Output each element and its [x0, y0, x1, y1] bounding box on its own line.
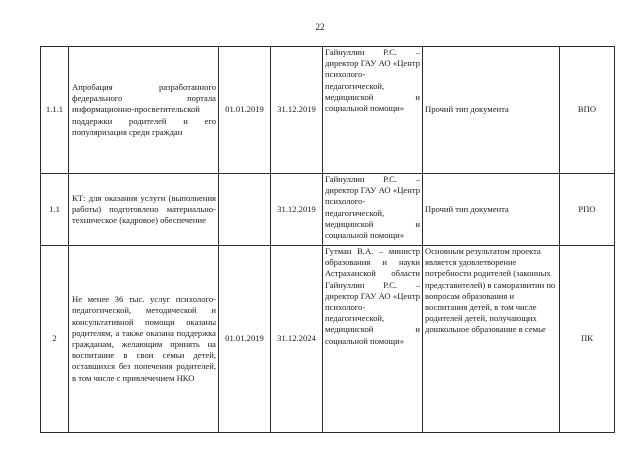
end-date: 31.12.2024	[271, 246, 323, 433]
responsible-person: Гутман В.А. – министр образования и науки Астраханской области Гайнуллин Р.С. – директор ГАУ АО «Центр психолого-педагогической, медицинской и социальной помощи»	[323, 246, 423, 433]
table-row	[41, 174, 615, 246]
start-date: 01.01.2019	[219, 246, 271, 433]
plan-table-container	[40, 46, 614, 432]
end-date: 31.12.2019	[271, 174, 323, 246]
row-number: 1.1	[41, 174, 69, 246]
task-name: КТ: для оказания услуги (выполнения работы) подготовлено материально-техническое (кадровое) обеспечение	[69, 174, 219, 246]
end-date: 31.12.2019	[271, 47, 323, 174]
result-type: Прочий тип документа	[423, 47, 560, 174]
task-name: Апробация разработанного федерального портала информационно-просветительской поддержки родителей и его популяризация среди граждан	[69, 47, 219, 174]
row-number: 1.1.1	[41, 47, 69, 174]
table-row	[41, 246, 615, 433]
page-number: 22	[315, 22, 325, 32]
level-code: ПК	[560, 246, 615, 433]
responsible-person: Гайнуллин Р.С. – директор ГАУ АО «Центр психолого-педагогической, медицинской и социальной помощи»	[323, 174, 423, 246]
level-code: ВПО	[560, 47, 615, 174]
result-type: Прочий тип документа	[423, 174, 560, 246]
start-date	[219, 174, 271, 246]
table-row	[41, 47, 615, 174]
responsible-person: Гайнуллин Р.С. – директор ГАУ АО «Центр психолого-педагогической, медицинской и социальной помощи»	[323, 47, 423, 174]
plan-table	[40, 46, 615, 433]
level-code: РПО	[560, 174, 615, 246]
task-name: Не менее 36 тыс. услуг психолого-педагогической, методической и консультативной помощи оказаны родителям, а также оказана поддержка гражданам, желающим принять на воспитание в свои семьи детей, оставшихся без попечения родителей, в том числе с привлечением НКО	[69, 246, 219, 433]
result-description: Основным результатом проекта является удовлетворение потребности родителей (законных представителей) в саморазвитии по вопросам образования и воспитания детей, в том числе родителей детей, получающих дошкольное образование в семье	[423, 246, 560, 433]
start-date: 01.01.2019	[219, 47, 271, 174]
row-number: 2	[41, 246, 69, 433]
